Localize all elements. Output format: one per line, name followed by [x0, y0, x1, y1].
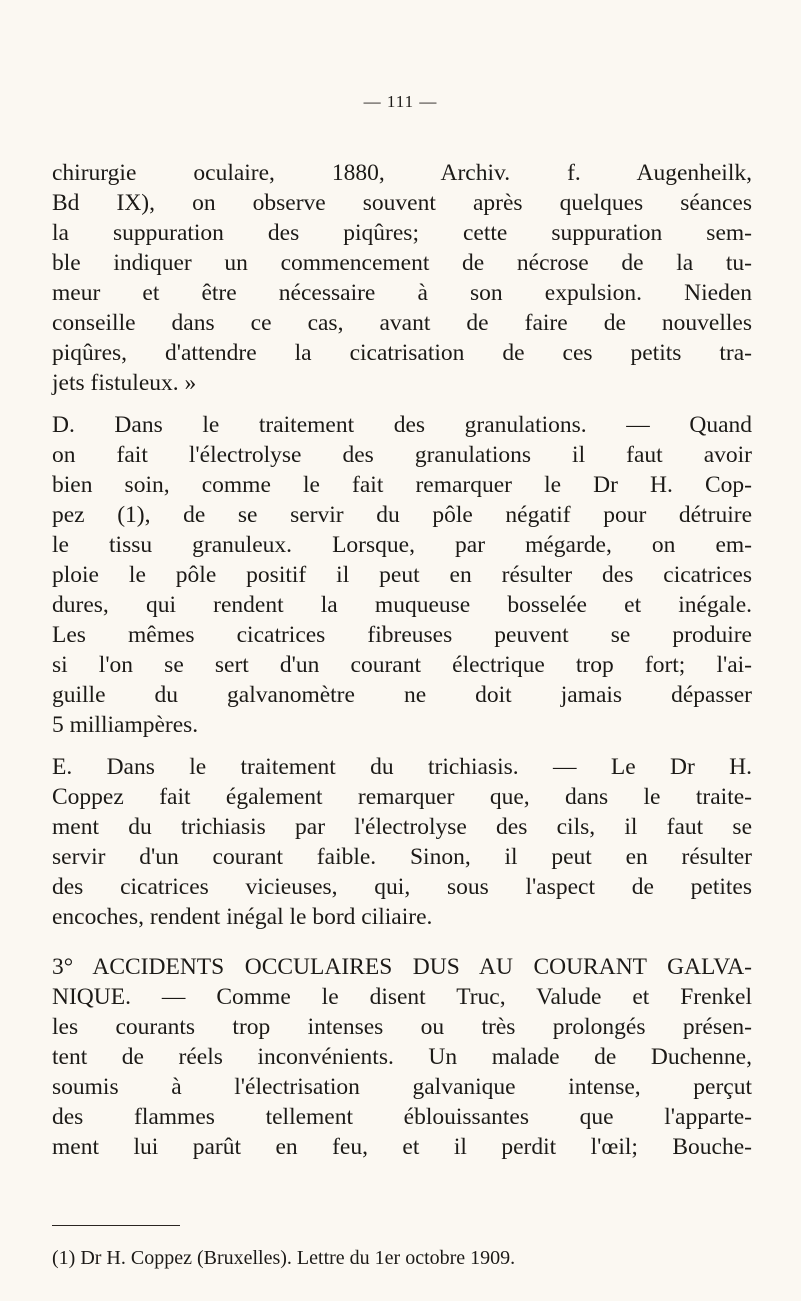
text-line: des cicatrices vicieuses, qui, sous l'aspect de petites	[52, 874, 752, 900]
text-line: Les mêmes cicatrices fibreuses peuvent se produire	[52, 622, 752, 648]
body-text	[52, 158, 752, 1162]
text-line: tent de réels inconvénients. Un malade de Duchenne,	[52, 1044, 752, 1070]
text-line: si l'on se sert d'un courant électrique trop fort; l'ai-	[52, 652, 752, 678]
text-line: le tissu granuleux. Lorsque, par mégarde, on em-	[52, 532, 752, 558]
text-line: NIQUE. — Comme le disent Truc, Valude et Frenkel	[52, 984, 752, 1010]
text-line: pez (1), de se servir du pôle négatif pour détruire	[52, 502, 752, 528]
text-line: ment du trichiasis par l'électrolyse des cils, il faut se	[52, 814, 752, 840]
text-line: servir d'un courant faible. Sinon, il peut en résulter	[52, 844, 752, 870]
text-line: bien soin, comme le fait remarquer le Dr H. Cop-	[52, 472, 752, 498]
text-line: des flammes tellement éblouissantes que l'apparte-	[52, 1104, 752, 1130]
text-line: ploie le pôle positif il peut en résulter des cicatrices	[52, 562, 752, 588]
text-line: chirurgie oculaire, 1880, Archiv. f. Augenheilk,	[52, 160, 752, 186]
text-line: piqûres, d'attendre la cicatrisation de ces petits tra-	[52, 340, 752, 366]
text-line: E. Dans le traitement du trichiasis. — Le Dr H.	[52, 754, 752, 780]
paragraph-nieden	[52, 158, 752, 398]
text-line: ment lui parût en feu, et il perdit l'œil; Bouche-	[52, 1134, 752, 1160]
text-line: guille du galvanomètre ne doit jamais dépasser	[52, 682, 752, 708]
text-line: ble indiquer un commencement de nécrose de la tu-	[52, 250, 752, 276]
text-line: D. Dans le traitement des granulations. — Quand	[52, 412, 752, 438]
footnote-divider	[52, 1225, 180, 1226]
text-line: jets fistuleux. »	[52, 370, 197, 396]
text-line: meur et être nécessaire à son expulsion. Nieden	[52, 280, 752, 306]
text-line: les courants trop intenses ou très prolongés présen-	[52, 1014, 752, 1040]
text-line: soumis à l'électrisation galvanique intense, perçut	[52, 1074, 752, 1100]
text-line: 3° ACCIDENTS OCCULAIRES DUS AU COURANT GALVA-	[52, 954, 752, 980]
text-line: on fait l'électrolyse des granulations il faut avoir	[52, 442, 752, 468]
text-line: conseille dans ce cas, avant de faire de nouvelles	[52, 310, 752, 336]
text-line: 5 milliampères.	[52, 712, 199, 738]
paragraph-trichiasis	[52, 752, 752, 932]
text-line: dures, qui rendent la muqueuse bosselée et inégale.	[52, 592, 752, 618]
page-number: — 111 —	[363, 92, 438, 111]
text-line: Coppez fait également remarquer que, dans le traite-	[52, 784, 752, 810]
footnote: (1) Dr H. Coppez (Bruxelles). Lettre du 1er octobre 1909.	[52, 1247, 516, 1269]
text-line: encoches, rendent inégal le bord ciliaire.	[52, 904, 433, 930]
paragraph-granulations	[52, 410, 752, 740]
text-line: Bd IX), on observe souvent après quelques séances	[52, 190, 752, 216]
paragraph-accidents	[52, 952, 752, 1162]
text-line: la suppuration des piqûres; cette suppuration sem-	[52, 220, 752, 246]
